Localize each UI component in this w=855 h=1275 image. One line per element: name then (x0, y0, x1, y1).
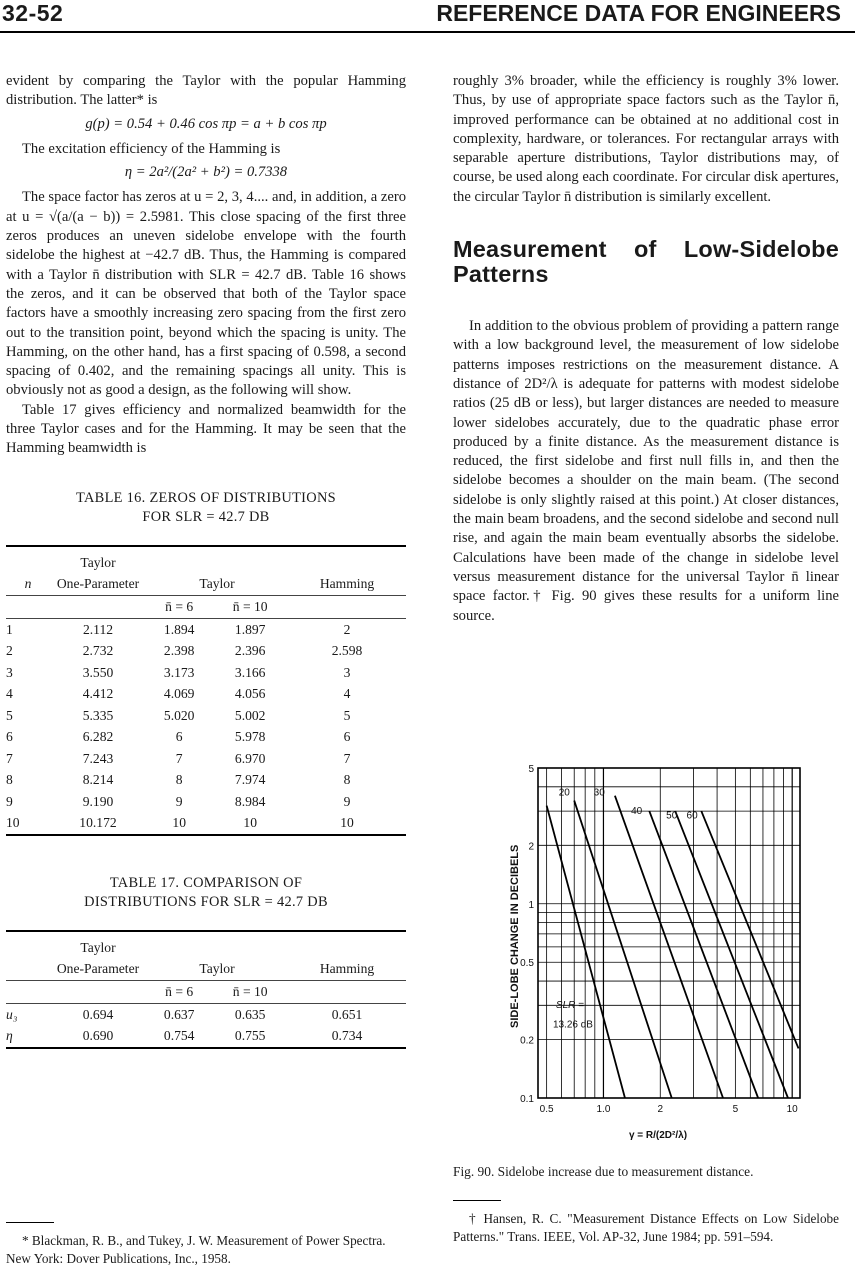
paragraph: In addition to the obvious problem of providing a pattern range with a low background level, the measurement of low sidelobe patterns imposes restrictions on the measurement distance. A distance of 2D²/λ is adequate for patterns with modest sidelobe ratios (25 dB or less), but larger distances are needed to measure lower sidelobes accurately, due to the quadratic phase error produced by a finite distance. As the measurement distance is reduced, the first sidelobe and first null fills in, and then the sidelobe becomes a shoulder on the main beam. (The second sidelobe is only slightly raised at this point.) At closer distances, the main beam broadens, and the second sidelobe and second null rise, and again the main beam eventually absorbs the sidelobe. Calculations have been made of the change in sidelobe level versus measurement distance for the universal Taylor n̄ linear space factor.† Fig. 90 gives these results for a uniform line source. (453, 318, 839, 624)
table-cell: 2.398 (163, 643, 195, 659)
table16-title (6, 489, 406, 527)
header-nbar10: n̄ = 10 (212, 595, 288, 618)
table-row (6, 640, 406, 662)
table16-title-line2: FOR SLR = 42.7 DB (142, 508, 270, 525)
table-cell: 1.897 (234, 621, 266, 637)
table-cell: 4 (6, 686, 13, 702)
figure-caption: Fig. 90. Sidelobe increase due to measurement distance. (453, 1164, 754, 1179)
running-title: REFERENCE DATA FOR ENGINEERS (436, 0, 841, 26)
table-cell: 2 (343, 621, 351, 637)
curve-label: 30 (593, 787, 605, 799)
table17-title-line2: DISTRIBUTIONS FOR SLR = 42.7 DB (84, 893, 328, 910)
table-cell: 8.984 (234, 793, 266, 809)
table-row (6, 748, 406, 770)
page-header (0, 0, 855, 34)
x-axis-label: γ = R/(2D²/λ) (628, 1130, 688, 1141)
table-cell: u₃ (6, 1006, 18, 1022)
table16-title-line1: TABLE 16. ZEROS OF DISTRIBUTIONS (76, 489, 336, 506)
table-cell: 1.894 (163, 621, 195, 637)
header-nbar6: n̄ = 6 (146, 595, 212, 618)
sidelobe-chart (490, 758, 820, 1153)
table-cell: 3.173 (163, 664, 195, 680)
table-cell: 0.690 (50, 1025, 146, 1048)
x-tick-label: 10 (786, 1104, 798, 1115)
paragraph: The excitation efficiency of the Hamming is (22, 140, 281, 157)
table-cell: 7 (6, 750, 13, 766)
table-cell: 6 (343, 729, 351, 745)
header-taylor: Taylor (199, 960, 235, 976)
table-row (6, 683, 406, 705)
header-nbar6: n̄ = 6 (146, 980, 212, 1003)
table-cell: 0.651 (331, 1006, 363, 1022)
table-row (6, 1025, 406, 1048)
table-cell: 2.732 (82, 643, 114, 659)
table-cell: 7.974 (234, 772, 266, 788)
table-cell: 7 (175, 750, 183, 766)
table-cell: 10 (212, 812, 288, 835)
paragraph: Table 17 gives efficiency and normalized beamwidth for the three Taylor cases and for the Hamming. It may be seen that the Hamming beamwidth is (6, 401, 406, 457)
header-taylor-top: Taylor (50, 546, 146, 573)
table17 (6, 930, 406, 1049)
table-cell: 5.978 (234, 729, 266, 745)
y-axis-label: SIDE-LOBE CHANGE IN DECIBELS (509, 844, 521, 1028)
table-cell: 4.056 (234, 686, 266, 702)
table-row (6, 618, 406, 640)
table-cell: 0.755 (212, 1025, 288, 1048)
footnote-left: * Blackman, R. B., and Tukey, J. W. Measurement of Power Spectra. New York: Dover Publications, Inc., 1958. (6, 1233, 386, 1266)
left-column (6, 72, 406, 1049)
table-cell: 2.112 (82, 621, 114, 637)
table17-title (6, 874, 406, 912)
table-cell: 2 (6, 643, 13, 659)
curve-label: 40 (631, 805, 643, 817)
curve-line (547, 806, 625, 1098)
footnote-rule (453, 1200, 501, 1201)
header-hamming: Hamming (319, 575, 375, 591)
table-cell: 0.637 (163, 1006, 195, 1022)
table-cell: 5 (343, 707, 351, 723)
table-cell: 5.002 (234, 707, 266, 723)
table-cell: 4 (343, 686, 351, 702)
y-tick-label: 0.2 (520, 1035, 534, 1047)
y-tick-label: 1 (528, 899, 534, 911)
table-cell: 6 (6, 729, 13, 745)
header-rule (0, 31, 855, 33)
right-column (453, 72, 839, 626)
table-cell: 2.598 (331, 643, 363, 659)
table-cell: 9 (343, 793, 351, 809)
table-row (6, 812, 406, 835)
table-cell: 6.970 (234, 750, 266, 766)
table-cell: 3 (343, 664, 351, 680)
curve-label: 50 (666, 810, 678, 822)
equation-efficiency: η = 2a²/(2a² + b²) = 0.7338 (124, 164, 288, 181)
table-row (6, 726, 406, 748)
table-cell: 4.069 (163, 686, 195, 702)
table-cell: 9.190 (82, 793, 114, 809)
table-cell: 7.243 (82, 750, 114, 766)
table-cell: 7 (343, 750, 351, 766)
table-cell: 10.172 (50, 812, 146, 835)
table-cell: 6 (175, 729, 183, 745)
paragraph: The space factor has zeros at u = 2, 3, 4.... and, in addition, a zero at u = √(a/(a − b)) = 2.5981. This close spacing of the first three zeros produces an uneven sidelobe envelope with the fourth sidelobe the highest at −42.7 dB. Thus, the Hamming is compared with a Taylor n̄ distribution with SLR = 42.7 dB. Table 16 shows the zeros, and it can be observed that both of the Taylor space factors have a smoothly increasing zero spacing from the first zero out to the transition point, beyond which the spacing is unity. The Hamming, on the other hand, has a first spacing of 0.598, a second spacing of 0.402, and the remaining spacings all unity. This is obviously not as good a design, as the following will show. (6, 189, 406, 399)
table-row (6, 769, 406, 791)
slr-value-label: 13.26 dB (552, 1019, 593, 1031)
curve-line (675, 811, 788, 1098)
paragraph: roughly 3% broader, while the efficiency is roughly 3% lower. Thus, by use of appropriate space factors such as the Taylor n̄, improved performance can be obtained at no additional cost in complexity, hardware, or tolerances. For rectangular arrays with separable aperture distributions, Taylor distributions may, of course, be used along each coordinate. For circular disk apertures, the circular Taylor n̄ distribution is similarly excellent. (453, 73, 839, 205)
table-row (6, 791, 406, 813)
table-cell: 0.754 (146, 1025, 212, 1048)
header-one-parameter: One-Parameter (56, 960, 140, 976)
table-cell: 2.396 (234, 643, 266, 659)
table-cell: 8 (6, 772, 13, 788)
curve-label: 60 (686, 810, 698, 822)
table-cell: η (6, 1025, 50, 1048)
table-cell: 3.166 (234, 664, 266, 680)
x-tick-label: 5 (732, 1104, 739, 1115)
table16 (6, 545, 406, 836)
header-hamming: Hamming (319, 960, 375, 976)
y-tick-label: 0.5 (520, 958, 534, 970)
table-cell: 8.214 (82, 772, 114, 788)
table-cell: 10 (146, 812, 212, 835)
table-cell: 0.734 (288, 1025, 406, 1048)
table-cell: 9 (6, 793, 13, 809)
header-taylor-top: Taylor (50, 931, 146, 958)
table-cell: 5.020 (163, 707, 195, 723)
table-row (6, 662, 406, 684)
table-cell: 5.335 (82, 707, 114, 723)
table-cell: 3 (6, 664, 13, 680)
table-cell: 4.412 (82, 686, 114, 702)
x-tick-label: 0.5 (539, 1104, 554, 1115)
table-cell: 5 (6, 707, 13, 723)
footnote-right: † Hansen, R. C. "Measurement Distance Effects on Low Sidelobe Patterns." Trans. IEEE, Vol. AP-32, June 1984; pp. 591–594. (453, 1211, 839, 1244)
equation-hamming: g(p) = 0.54 + 0.46 cos πp = a + b cos πp (85, 115, 327, 132)
table17-title-line1: TABLE 17. COMPARISON OF (109, 874, 303, 891)
table-cell: 3.550 (82, 664, 114, 680)
curve-label: 20 (558, 787, 570, 799)
header-taylor: Taylor (199, 575, 235, 591)
y-tick-label: 2 (528, 841, 534, 853)
table-cell: 10 (6, 812, 50, 835)
table-cell: 9 (175, 793, 183, 809)
header-nbar10: n̄ = 10 (212, 980, 288, 1003)
table-cell: 0.694 (82, 1006, 114, 1022)
table-row (6, 1003, 406, 1025)
table-cell: 8 (175, 772, 183, 788)
curve-line (649, 811, 758, 1098)
table-cell: 6.282 (82, 729, 114, 745)
paragraph: evident by comparing the Taylor with the popular Hamming distribution. The latter* is (6, 73, 406, 109)
section-heading: Measurement of Low-Sidelobe Patterns (453, 236, 839, 288)
x-tick-label: 1.0 (596, 1104, 611, 1115)
header-one-parameter: One-Parameter (56, 575, 140, 591)
page-number: 32-52 (2, 0, 64, 26)
table-cell: 10 (288, 812, 406, 835)
y-tick-label: 5 (528, 764, 534, 775)
table-row (6, 705, 406, 727)
slr-label: SLR = (555, 1000, 585, 1012)
footnote-rule (6, 1222, 54, 1223)
figure-90 (490, 758, 820, 1153)
y-tick-label: 0.1 (520, 1094, 534, 1105)
table-cell: 0.635 (234, 1006, 266, 1022)
header-n: n (24, 575, 32, 591)
x-tick-label: 2 (657, 1104, 664, 1115)
table-cell: 8 (343, 772, 351, 788)
table-cell: 1 (6, 621, 13, 637)
